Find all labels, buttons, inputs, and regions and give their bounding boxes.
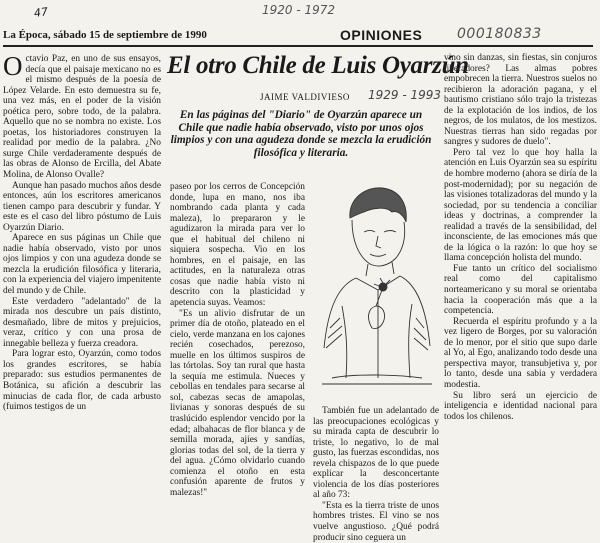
paragraph: paseo por los cerros de Concepción donde, lupa en mano, nos iba nombrando cada planta y cada maleza), lo prepararon y le agudizaron la mirada para ver lo que el habitual del chileno ni siquiera sospecha. Vio en los hombres, en el paisaje, en las actitudes, en la naturaleza otras cosas que nadie había visto ni descrito con la plasticidad y apetencia suyas. Veamos:	[170, 182, 305, 309]
page-mark-annotation: 47	[33, 5, 49, 20]
portrait-drawing	[312, 178, 438, 402]
column-3	[313, 406, 440, 543]
paragraph: Este verdadero "adelantado" de la mirada nos descubre un país distinto, desmañado, libre de mitos y prejuicios, veraz, crítico y con una prosa de innegable belleza y fuerza creadora.	[3, 296, 161, 349]
paragraph: "Esta es la tierra triste de unos hombres tristes. El vino se nos vuelve angustioso. ¿Qué podrá producir sino ceguera un	[313, 500, 439, 543]
paragraph: Para lograr esto, Oyarzún, como todos los grandes escritores, se había preparado: sus estudios permanentes de Botánica, su afición a descubrir las minucias de cada flor, de cada arbusto (fuimos testigos de un	[3, 349, 161, 413]
column-1	[3, 51, 161, 521]
article-title: El otro Chile de Luis Oyarzún	[167, 52, 469, 79]
drop-cap: O	[3, 51, 23, 81]
paragraph: vino sin danzas, sin fiestas, sin conjuros liberadores? Las almas pobres empobrecen la tierra. Nuestros suelos no recibieron la adoración pagana, y el bautismo cristiano sólo trajo la tristezas de la explotación de los indios, de los negros, de los mulatos, de los mestizos. Nuestras tierras han sido regadas por sangres y sudores de duelo".	[444, 53, 597, 148]
section-title: OPINIONES	[340, 27, 423, 43]
paragraph: Recuerda el espíritu profundo y a la vez ligero de Borges, por su valoración de lo menor, por el sitio que supo darle al Yo, al Ego, analizando todo desde una perspectiva mayor, transubjetiva y, por lo tanto, desde una sabia y verdadera modestia.	[444, 316, 597, 390]
paragraph: Octavio Paz, en uno de sus ensayos, decía que el paisaje mexicano no es el mismo después de la poesía de López Velarde. En esto demuestra su fe, una vez más, en el poder de la visión poética pero, sobre todo, de la palabra. Aquello que no se nombra no existe. Los poetas, los historiadores construyen la realidad por medio de la palabra. ¿No surge Chile verdaderamente después de las obras de Alonso de Ercilla, del Abate Molina, de Alonso Ovalle?	[3, 51, 161, 181]
column-2	[170, 182, 305, 521]
article-byline: JAIME VALDIVIESO	[260, 92, 350, 102]
masthead: La Época, sábado 15 de septiembre de 1990	[3, 29, 207, 41]
paragraph: Aparece en sus páginas un Chile que nadie había observado, visto por unos ojos limpios y con una agudeza donde se mezcla la erudición filosófica y literaria, con la experiencia del viajero impenitente del mundo y de Chile.	[3, 233, 161, 297]
paragraph: Fue tanto un crítico del socialismo real como del capitalismo norteamericano y su moral se orientaba hacia la cooperación más que a la competencia.	[444, 263, 597, 317]
article-lede: En las páginas del "Diario" de Oyarzún aparece un Chile que nadie había observado, visto por unos ojos limpios y con una agudeza donde se mezcla la erudición filosófica y literaria.	[170, 109, 432, 159]
paragraph: Pero tal vez lo que hoy halla la atención en Luis Oyarzún sea su espíritu de hombre moderno (ahora se diría de la post-modernidad); por su negación de las visiones totalizadoras del mundo y la sociedad, por su tendencia a conciliar ideas y doctrinas, a comprender la realidad a través de la sensibilidad, del inconsciente, de las emociones más que de la lógica o la razón: lo que hoy se llama concepción holista del mundo.	[444, 147, 597, 264]
paragraph: También fue un adelantado de las preocupaciones ecológicas y su mirada capta de descubrir lo triste, lo negativo, lo de mal gusto, las fuerzas escondidas, nos revela chispazos de lo que puede explicar la desconcertante violencia de los días posteriores al año 73:	[313, 406, 440, 501]
author-illustration	[312, 178, 438, 402]
byline-years-annotation: 1929 - 1993	[368, 88, 442, 102]
paragraph: Aunque han pasado muchos años desde entonces, aún los escritores americanos tienen campo para descubrir y fundar. Y este es el caso del libro póstumo de Luis Oyarzún Diario.	[3, 180, 161, 233]
paragraph: "Es un alivio disfrutar de un primer día de otoño, plateado en el cielo, verde manzana en los cajones recién cosechados, perezoso, muelle en los últimos suspiros de las tórtolas. Soy tan rural que hasta la sequía me estimula. Nueces y cebollas en tendales para secarse al sol, cabezas secas de amapolas, livianas y sonoras después de su traslúcido esplendor vencido por la edad; albahacas de flor blanca y de semilla morada, ajíes y sandías, glorias todas del sol, de la tierra y del agua. ¿Cómo olvidarlo cuando comienza el otoño en esta confusión aparente de frutos y malezas!"	[170, 308, 305, 498]
paragraph: Su libro será un ejercicio de inteligencia e identidad nacional para todos los chilenos.	[444, 390, 597, 422]
years-annotation: 1920 - 1972	[262, 3, 336, 17]
catalog-number-annotation: 000180833	[457, 26, 542, 42]
column-4	[444, 53, 597, 521]
header-rule	[3, 45, 593, 47]
